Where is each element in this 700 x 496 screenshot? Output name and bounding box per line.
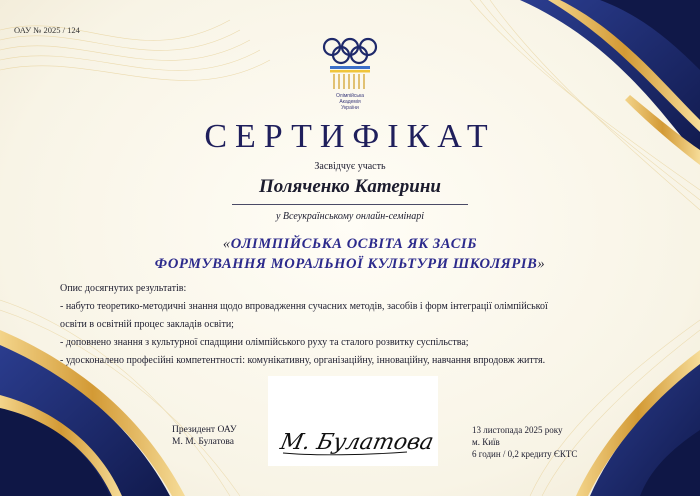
- close-quote: »: [537, 256, 546, 272]
- logo-caption-line: України: [341, 105, 359, 111]
- seminar-title-line-2: [100, 254, 600, 274]
- logo-caption-line: Академія: [339, 99, 361, 105]
- seminar-title: [100, 234, 600, 274]
- svg-text:М. Булатова: М. Булатова: [277, 429, 436, 455]
- results-item: - набуто теоретико-методичні знання щодо впровадження сучасних методів, засобів і форм інтеграції олімпійської: [60, 301, 548, 312]
- issue-date: 13 листопада 2025 року: [472, 425, 563, 435]
- certificate-title: СЕРТИФІКАТ: [204, 118, 496, 155]
- name-underline: [232, 204, 468, 205]
- results-item: освіти в освітній процес закладів освіти;: [60, 319, 234, 330]
- signatory-role: Президент ОАУ: [172, 425, 237, 435]
- signatory-block: [172, 424, 237, 448]
- olympic-rings-icon: [318, 33, 382, 125]
- signatory-name: М. М. Булатова: [172, 437, 235, 447]
- event-line: у Всеукраїнському онлайн-семінарі: [275, 211, 424, 222]
- issue-city: м. Київ: [472, 437, 500, 447]
- handwritten-signature: [275, 422, 436, 462]
- results-heading: Опис досягнутих результатів:: [60, 283, 187, 294]
- results-section: [60, 280, 660, 370]
- document-number: ОАУ № 2025 / 124: [14, 25, 80, 35]
- logo-caption: [318, 93, 382, 111]
- logo-caption-line: Олімпійська: [335, 93, 365, 99]
- credits-text: 6 годин / 0,2 кредиту ЄКТС: [472, 449, 578, 459]
- recipient-name: Поляченко Катерини: [259, 176, 441, 197]
- open-quote: «: [222, 236, 231, 252]
- meta-block: [472, 424, 577, 460]
- attests-text: Засвідчує участь: [314, 161, 386, 172]
- results-item: - удосконалено професійні компетентності: комунікативну, організаційну, інноваційну, навчання впродовж життя.: [60, 355, 546, 366]
- seminar-title-line-1: [100, 234, 600, 254]
- results-item: - доповнено знання з культурної спадщини олімпійського руху та сталого розвитку суспільства;: [60, 337, 469, 348]
- seminar-title-text-2: ФОРМУВАННЯ МОРАЛЬНОЇ КУЛЬТУРИ ШКОЛЯРІВ: [154, 256, 538, 272]
- seminar-title-text-1: ОЛІМПІЙСЬКА ОСВІТА ЯК ЗАСІБ: [230, 236, 478, 252]
